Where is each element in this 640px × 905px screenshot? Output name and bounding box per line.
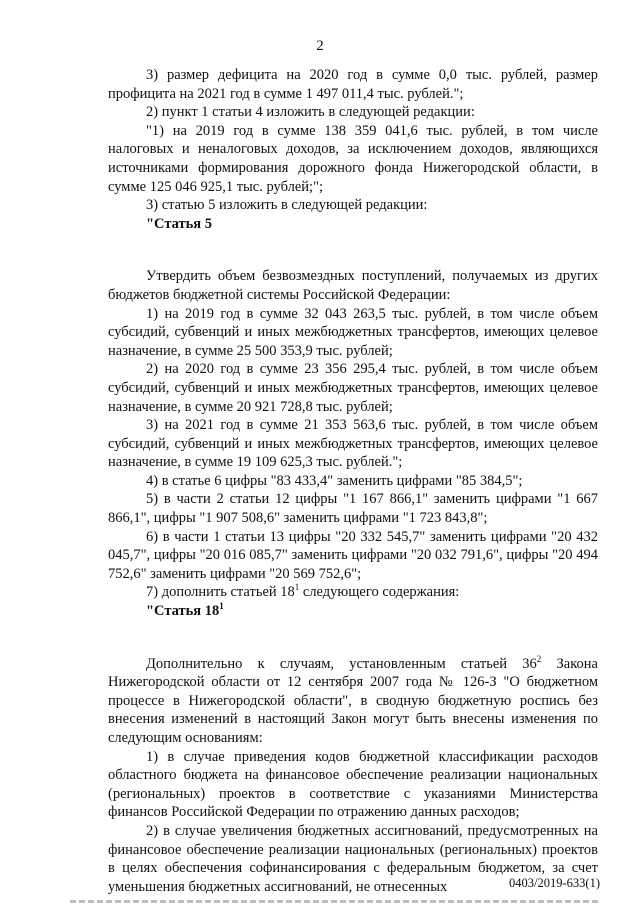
paragraph-basis-2: 2) в случае увеличения бюджетных ассигнований, предусмотренных на финансовое обеспечение реализации национальных (региональных) проектов в целях обеспечения софинансирования с федеральным бюджетом, за счет уменьшения бюджетных ассигнований, не отнесенных	[108, 822, 598, 895]
paragraph-article-18-1-text: Дополнительно к случаям, установленным статьей 36	[146, 655, 537, 672]
paragraph-year-2019: 1) на 2019 год в сумме 32 043 263,5 тыс. рублей, в том числе объем субсидий, субвенций и иных межбюджетных трансфертов, имеющих целевое назначение, в сумме 25 500 353,9 тыс. рублей;	[108, 305, 598, 359]
spacer	[108, 233, 598, 267]
paragraph-year-2020: 2) на 2020 год в сумме 23 356 295,4 тыс. рублей, в том числе объем субсидий, субвенций и иных межбюджетных трансфертов, имеющих целевое назначение, в сумме 20 921 728,8 тыс. рублей;	[108, 361, 598, 415]
paragraph-item-6: 6) в части 1 статьи 13 цифры "20 332 545,7" заменить цифрами "20 432 045,7", цифры "20 016 085,7" заменить цифрами "20 032 791,6", цифры "20 494 752,6" заменить цифрами "20 569 752,6";	[108, 528, 598, 582]
paragraph-basis-1: 1) в случае приведения кодов бюджетной классификации расходов областного бюджета на финансовое обеспечение реализации национальных (региональных) проектов в соответствие с указаниями Министерства финансов Российской Федерации по отражению данных расходов;	[108, 748, 598, 821]
scan-artifact	[70, 900, 600, 903]
superscript: 2	[536, 653, 542, 664]
page-number: 2	[316, 38, 324, 54]
paragraph-item-2: 2) пункт 1 статьи 4 изложить в следующей редакции:	[146, 104, 475, 121]
superscript: 1	[294, 582, 300, 593]
paragraph-article-4-point-1: "1) на 2019 год в сумме 138 359 041,6 тыс. рублей, в том числе налоговых и неналоговых доходов, за исключением доходов, являющихся источниками формирования дорожного фонда Нижегородской области, в сумме 125 046 925,1 тыс. рублей;";	[108, 122, 598, 195]
paragraph-article-5-intro: Утвердить объем безвозмездных поступлений, получаемых из других бюджетов бюджетной системы Российской Федерации:	[108, 268, 598, 303]
heading-article-18-text: "Статья 18	[146, 603, 220, 620]
paragraph-article-18-1-intro	[108, 655, 598, 748]
paragraph-deficit: 3) размер дефицита на 2020 год в сумме 0,0 тыс. рублей, размер профицита на 2021 год в сумме 1 497 011,4 тыс. рублей.";	[108, 67, 598, 102]
paragraph-item-7-tail: следующего содержания:	[299, 584, 460, 601]
spacer	[108, 621, 598, 655]
document-code: 0403/2019-633(1)	[509, 876, 600, 890]
paragraph-item-5: 5) в части 2 статьи 12 цифры "1 167 866,1" заменить цифрами "1 667 866,1", цифры "1 907 508,6" заменить цифрами "1 723 843,8";	[108, 491, 598, 527]
paragraph-item-3: 3) статью 5 изложить в следующей редакции:	[146, 197, 428, 214]
paragraph-article-18-1-tail: Закона Нижегородской области от 12 сентября 2007 года № 126-З "О бюджетном процессе в Нижегородской области", в сводную бюджетную роспись без внесения изменений в настоящий Закон могут быть внесены изменения по следующим основаниям:	[108, 655, 598, 746]
superscript: 1	[219, 601, 224, 612]
paragraph-year-2021: 3) на 2021 год в сумме 21 353 563,6 тыс. рублей, в том числе объем субсидий, субвенций и иных межбюджетных трансфертов, имеющих целевое назначение, в сумме 19 109 625,3 тыс. рублей.";	[108, 417, 598, 471]
heading-article-5: "Статья 5	[146, 215, 213, 232]
paragraph-item-7-text: 7) дополнить статьей 18	[146, 584, 295, 601]
paragraph-item-7	[108, 583, 598, 602]
document-body	[108, 66, 598, 896]
heading-article-18-1	[108, 602, 598, 621]
paragraph-item-4: 4) в статье 6 цифры "83 433,4" заменить цифрами "85 384,5";	[146, 472, 523, 489]
